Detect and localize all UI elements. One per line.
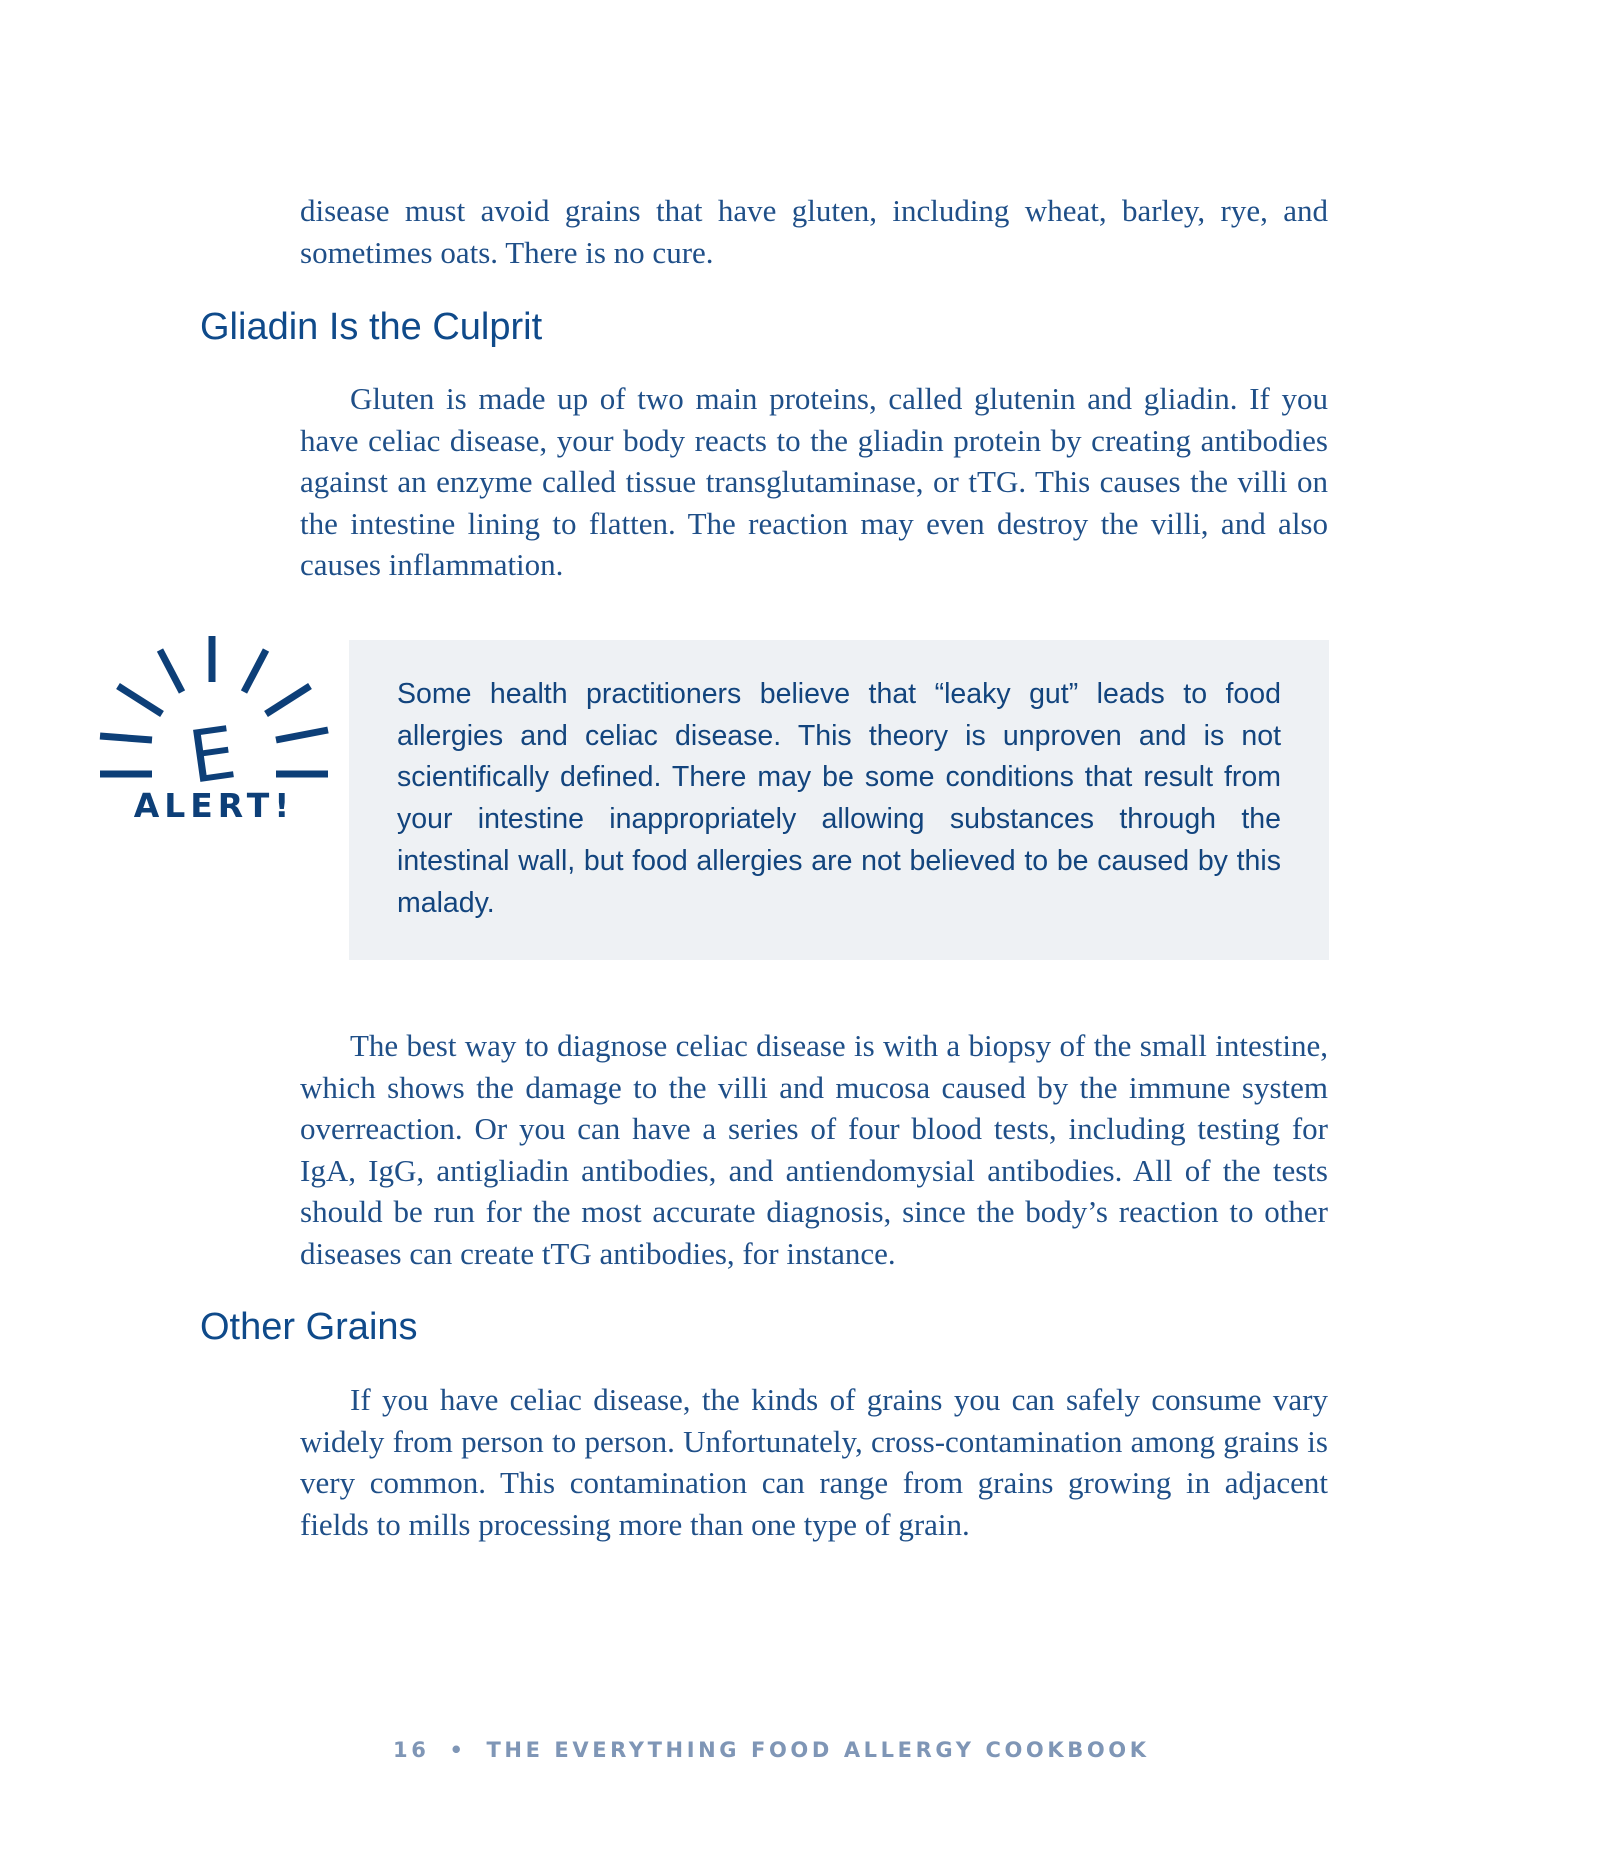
gliadin-paragraph: Gluten is made up of two main proteins, called glutenin and gliadin. If you have celiac disease, your body reacts to the gliadin protein by creating antibodies against an enzyme called tissue transglutaminase, or tTG. This causes the villi on the intestine lining to flatten. The reaction may even destroy the villi, and also causes inflammation. [300, 381, 1328, 583]
section-heading-other-grains: Other Grains [200, 1306, 418, 1348]
alert-icon-letter: E [184, 710, 241, 800]
other-grains-paragraph: If you have celiac disease, the kinds of grains you can safely consume vary widely from person to person. Unfortunately, cross-contamination among grains is very common. This contamination can range from grains growing in adjacent fields to mills processing more than one type of grain. [300, 1382, 1328, 1542]
section-gliadin-body [300, 378, 1328, 586]
alert-text: Some health practitioners believe that “leaky gut” leads to food allergies and celiac disease. This theory is unproven and is not scientifically defined. There may be some conditions that result from your intestine inappropriately allowing substances through the intestinal wall, but food allergies are not believed to be caused by this malady. [397, 678, 1281, 919]
diagnosis-paragraph: The best way to diagnose celiac disease is with a biopsy of the small intestine, which shows the damage to the villi and mucosa caused by the immune system overreaction. Or you can have a series of four blood tests, including testing for IgA, IgG, antigliadin antibodies, and antiendomysial antibodies. All of the tests should be run for the most accurate diagnosis, since the body’s reaction to other diseases can create tTG antibodies, for instance. [300, 1028, 1328, 1271]
alert-label: ALERT! [133, 786, 295, 822]
section-gliadin-continued [300, 1025, 1328, 1275]
footer-separator: • [449, 1738, 467, 1762]
page-number: 16 [393, 1738, 430, 1762]
alert-callout-box [349, 640, 1329, 960]
alert-burst-icon [96, 632, 332, 822]
book-title: THE EVERYTHING FOOD ALLERGY COOKBOOK [486, 1738, 1150, 1762]
page-footer [393, 1738, 1150, 1762]
section-other-grains-body [300, 1379, 1328, 1545]
continuation-paragraph: disease must avoid grains that have gluten, including wheat, barley, rye, and sometimes oats. There is no cure. [300, 193, 1328, 270]
section-heading-gliadin: Gliadin Is the Culprit [200, 306, 543, 348]
continuation-block [300, 190, 1328, 273]
